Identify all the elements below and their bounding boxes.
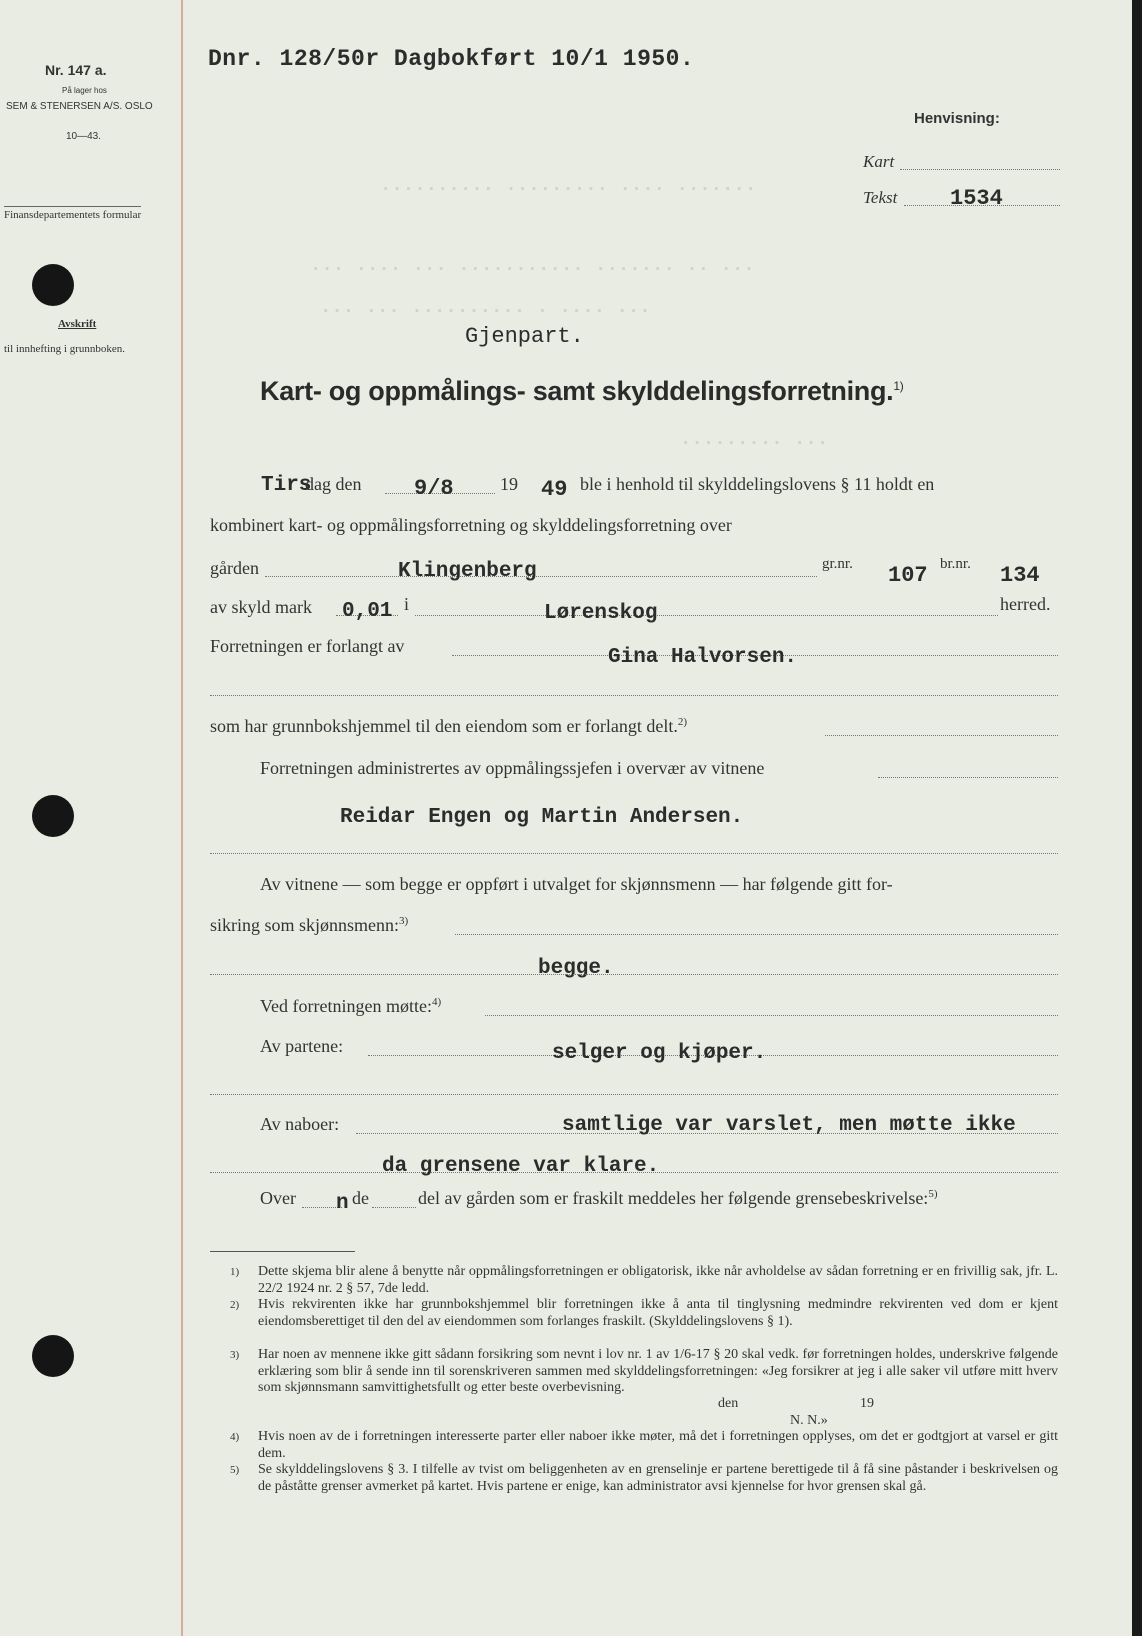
avskrift-note: til innhefting i grunnboken.: [4, 343, 125, 355]
grense-line: [418, 1188, 937, 1209]
title-note: 1): [893, 379, 904, 393]
garden-value: Klingenberg: [398, 560, 537, 583]
footnote: [230, 1347, 1058, 1397]
tekst-value: 1534: [950, 186, 1003, 211]
grunnbok-text: som har grunnbokshjemmel til den eiendom som er forlangt delt.: [210, 716, 678, 736]
skjonn-value: begge.: [538, 957, 614, 980]
footnote-number: 5): [230, 1464, 240, 1476]
admin-fill: [878, 777, 1058, 778]
form-number: Nr. 147 a.: [45, 62, 107, 78]
footnote-nn: N. N.»: [790, 1413, 828, 1428]
footnote-number: 3): [230, 1349, 240, 1361]
footnote: [230, 1297, 1058, 1330]
title-text: Kart- og oppmålings- samt skylddelingsforretning.: [260, 376, 894, 406]
forlangt-value: Gina Halvorsen.: [608, 646, 798, 669]
skjonn-line2: [210, 915, 408, 936]
garden-line: [265, 576, 817, 577]
footnote-text: Se skylddelingslovens § 3. I tilfelle av tvist om beliggenheten av en grenselinje er partene berettigede til å få sine påstander i beskrivelsen og de påståtte grenser avmerket på kartet. Hvis partene er enige, kan administrator avsi kjennelse for hvor grensen skal gå.: [258, 1462, 1058, 1494]
skjonn-text: sikring som skjønnsmenn:: [210, 915, 400, 935]
over-suffix: de: [352, 1188, 369, 1208]
footnote: [230, 1429, 1058, 1462]
footnote-number: 4): [230, 1431, 240, 1443]
printer-name: SEM & STENERSEN A/S. OSLO: [6, 101, 153, 112]
grnr-label: gr.nr.: [822, 556, 853, 572]
gjenpart-label: Gjenpart.: [465, 324, 584, 349]
line1-rest: ble i henhold til skylddelingslovens § 11 holdt en: [580, 474, 935, 494]
herred-value: Lørenskog: [544, 602, 658, 625]
forlangt-label: Forretningen er forlangt av: [210, 636, 405, 656]
footnote: [230, 1462, 1058, 1495]
skjonn-fill: [455, 934, 1058, 935]
avskrift-label: Avskrift: [58, 318, 97, 330]
kart-line: [900, 169, 1060, 170]
date-value: 9/8: [414, 476, 454, 501]
garden-label: gården: [210, 558, 259, 578]
vitner-line: [210, 853, 1058, 854]
over-label: Over: [260, 1188, 296, 1208]
line2-text: kombinert kart- og oppmålingsforretning og skylddelingsforretning over: [210, 515, 732, 535]
footnote-number: 2): [230, 1299, 240, 1311]
motte-note: 4): [431, 996, 442, 1008]
partene-value: selger og kjøper.: [552, 1042, 767, 1065]
day-printed: dag den: [305, 474, 362, 494]
grunnbok-line: [210, 716, 687, 737]
naboer-value-cont: da grensene var klare.: [382, 1155, 660, 1178]
over-typed: n: [336, 1192, 349, 1215]
footnote-den: den: [718, 1396, 739, 1411]
form-source: Finansdepartementets formular: [4, 206, 141, 221]
brnr-label: br.nr.: [940, 556, 971, 572]
bleed-through: ········· ···: [680, 432, 829, 454]
dnr-stamp: Dnr. 128/50r Dagbokført 10/1 1950.: [208, 46, 695, 72]
vitner-value: Reidar Engen og Martin Andersen.: [340, 806, 744, 829]
grunnbok-fill: [825, 735, 1058, 736]
printer-line: På lager hos: [62, 86, 107, 95]
bleed-through: ··· ··· ·········· · ···· ···: [320, 300, 651, 322]
herred-line: [415, 615, 998, 616]
motte-line: [260, 996, 441, 1017]
naboer-value: samtlige var varslet, men møtte ikke: [562, 1114, 1016, 1137]
skyld-value: 0,01: [342, 600, 393, 623]
footnote: [230, 1264, 1058, 1297]
bleed-through: ·········· ········· ···· ·······: [380, 178, 757, 200]
bleed-through: ··· ···· ··· ··········· ······· ·· ···: [310, 258, 755, 280]
footnote-separator: [210, 1251, 355, 1252]
motte-fill: [485, 1015, 1058, 1016]
day-typed: Tirs: [261, 474, 312, 497]
skjonn-line1: Av vitnene — som begge er oppført i utvalget for skjønnsmenn — har følgende gitt for-: [260, 874, 893, 894]
grunnbok-note: 2): [677, 716, 688, 728]
i-label: i: [404, 594, 410, 614]
punch-hole: [32, 264, 74, 306]
tekst-label: Tekst: [863, 188, 898, 207]
blank-line: [210, 695, 1058, 696]
print-date: 10—43.: [66, 131, 102, 142]
admin-line: Forretningen administrertes av oppmålingssjefen i overvær av vitnene: [260, 758, 765, 778]
brnr-value: 134: [1000, 563, 1040, 588]
grense-note: 5): [928, 1188, 938, 1200]
skyld-label: av skyld mark: [210, 597, 312, 617]
footnote-year: 19: [860, 1396, 874, 1411]
motte-text: Ved forretningen møtte:: [260, 996, 432, 1016]
punch-hole: [32, 795, 74, 837]
partene-label: Av partene:: [260, 1036, 344, 1056]
henvisning-label: Henvisning:: [914, 110, 1000, 127]
kart-label: Kart: [863, 152, 895, 171]
over-line2: [372, 1207, 416, 1208]
footnote-text: Hvis noen av de i forretningen interesserte parter eller naboer ikke møter, må det i forretningen opplyses, om det er godtgjort at varsel er gitt dem.: [258, 1429, 1058, 1461]
footnote-text: Dette skjema blir alene å benytte når oppmålingsforretningen er obligatorisk, ikke når avholdelse av sådan forretning er en frivillig sak, jfr. L. 22/2 1924 nr. 2 § 57, 7de ledd.: [258, 1264, 1058, 1296]
skjonn-note: 3): [399, 915, 409, 927]
grnr-value: 107: [888, 563, 928, 588]
blank-line: [210, 1094, 1058, 1095]
year-prefix: 19: [500, 474, 518, 494]
naboer-label: Av naboer:: [260, 1114, 340, 1134]
footnote-number: 1): [230, 1266, 240, 1278]
footnote-text: Har noen av mennene ikke gitt sådann forsikring som nevnt i lov nr. 1 av 1/6-17 § 20 skal vedk. før forretningen holdes, underskrive følgende erklæring som blir å sende inn til sorenskriveren sammen med skylddelingsforretningen: «Jeg forsikrer at jeg i alle saker vil utføre mitt hverv som skjønnsmann samvittighetsfullt og etter beste overbevisning.: [258, 1347, 1058, 1395]
margin-rule: [181, 0, 183, 1636]
skjonn-line: [210, 974, 1058, 975]
grense-text: del av gården som er fraskilt meddeles her følgende grensebeskrivelse:: [418, 1188, 929, 1208]
herred-label: herred.: [1000, 594, 1051, 614]
punch-hole: [32, 1335, 74, 1377]
footnote-text: Hvis rekvirenten ikke har grunnbokshjemmel blir forretningen ikke å anta til tinglysning medmindre rekvirenten ved dom er kjent eiendomsberettiget til den del av eiendommen som forlanges fraskilt. (Skylddelingslovens § 1).: [258, 1297, 1058, 1329]
document-title: [260, 376, 903, 407]
year-value: 49: [541, 477, 568, 502]
